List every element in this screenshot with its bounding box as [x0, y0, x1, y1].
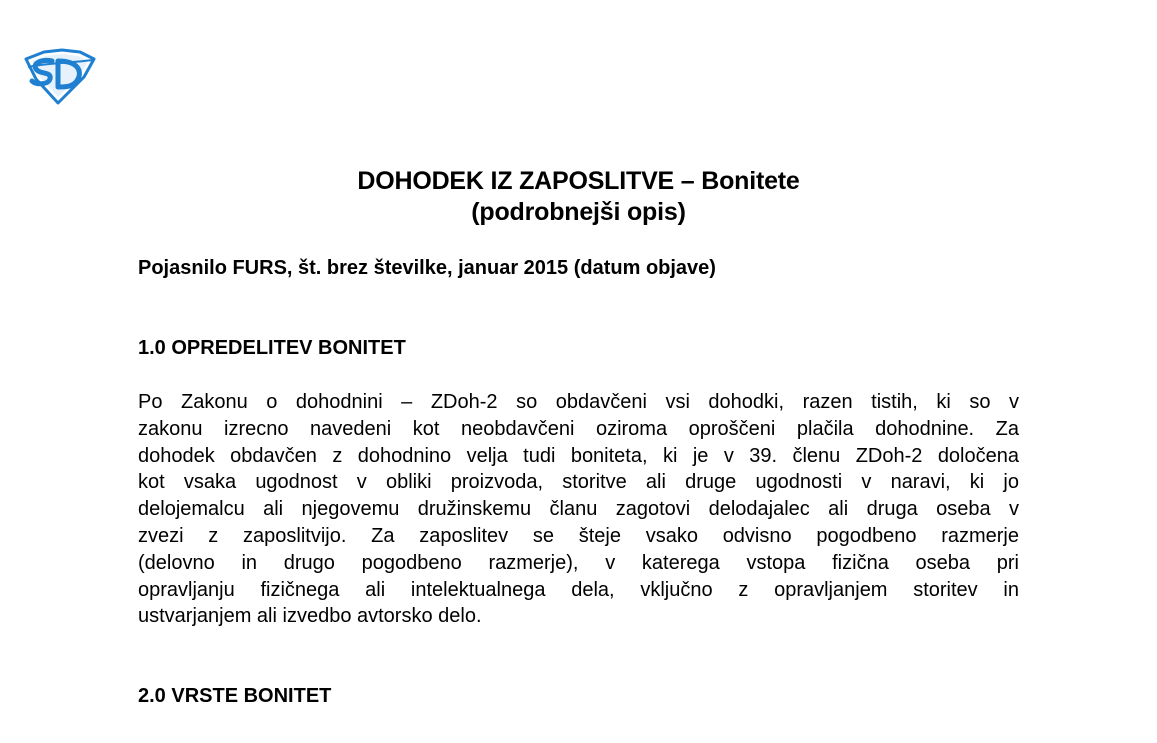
section-heading-2: 2.0 VRSTE BONITET — [138, 685, 332, 707]
paragraph-line: kot vsaka ugodnost v obliki proizvoda, storitve ali druge ugodnosti v naravi, ki jo — [138, 471, 1019, 494]
section-1-paragraph — [138, 389, 1019, 630]
document-title: DOHODEK IZ ZAPOSLITVE – Bonitete — [357, 167, 800, 195]
paragraph-line: opravljanju fizičnega ali intelektualnega dela, vključno z opravljanjem storitev in — [138, 578, 1019, 601]
document-subtitle: (podrobnejši opis) — [471, 198, 686, 226]
paragraph-line: Po Zakonu o dohodnini – ZDoh-2 so obdavčeni vsi dohodki, razen tistih, ki so v — [138, 391, 1019, 413]
paragraph-line: (delovno in drugo pogodbeno razmerje), v katerega vstopa fizična oseba pri — [138, 551, 1019, 574]
paragraph-line: delojemalcu ali njegovemu družinskemu članu zagotovi delodajalec ali druga oseba v — [138, 498, 1019, 521]
paragraph-line: zakonu izrecno navedeni kot neobdavčeni oziroma oproščeni plačila dohodnine. Za — [138, 417, 1019, 440]
paragraph-line: ustvarjanjem ali izvedbo avtorsko delo. — [138, 605, 482, 628]
sd-logo-icon — [22, 47, 96, 105]
document-source: Pojasnilo FURS, št. brez številke, januar 2015 (datum objave) — [138, 257, 716, 279]
paragraph-line: dohodek obdavčen z dohodnino velja tudi boniteta, ki je v 39. členu ZDoh-2 določena — [138, 444, 1019, 467]
section-heading-1: 1.0 OPREDELITEV BONITET — [138, 337, 406, 359]
paragraph-line: zvezi z zaposlitvijo. Za zaposlitev se šteje vsako odvisno pogodbeno razmerje — [138, 524, 1019, 547]
